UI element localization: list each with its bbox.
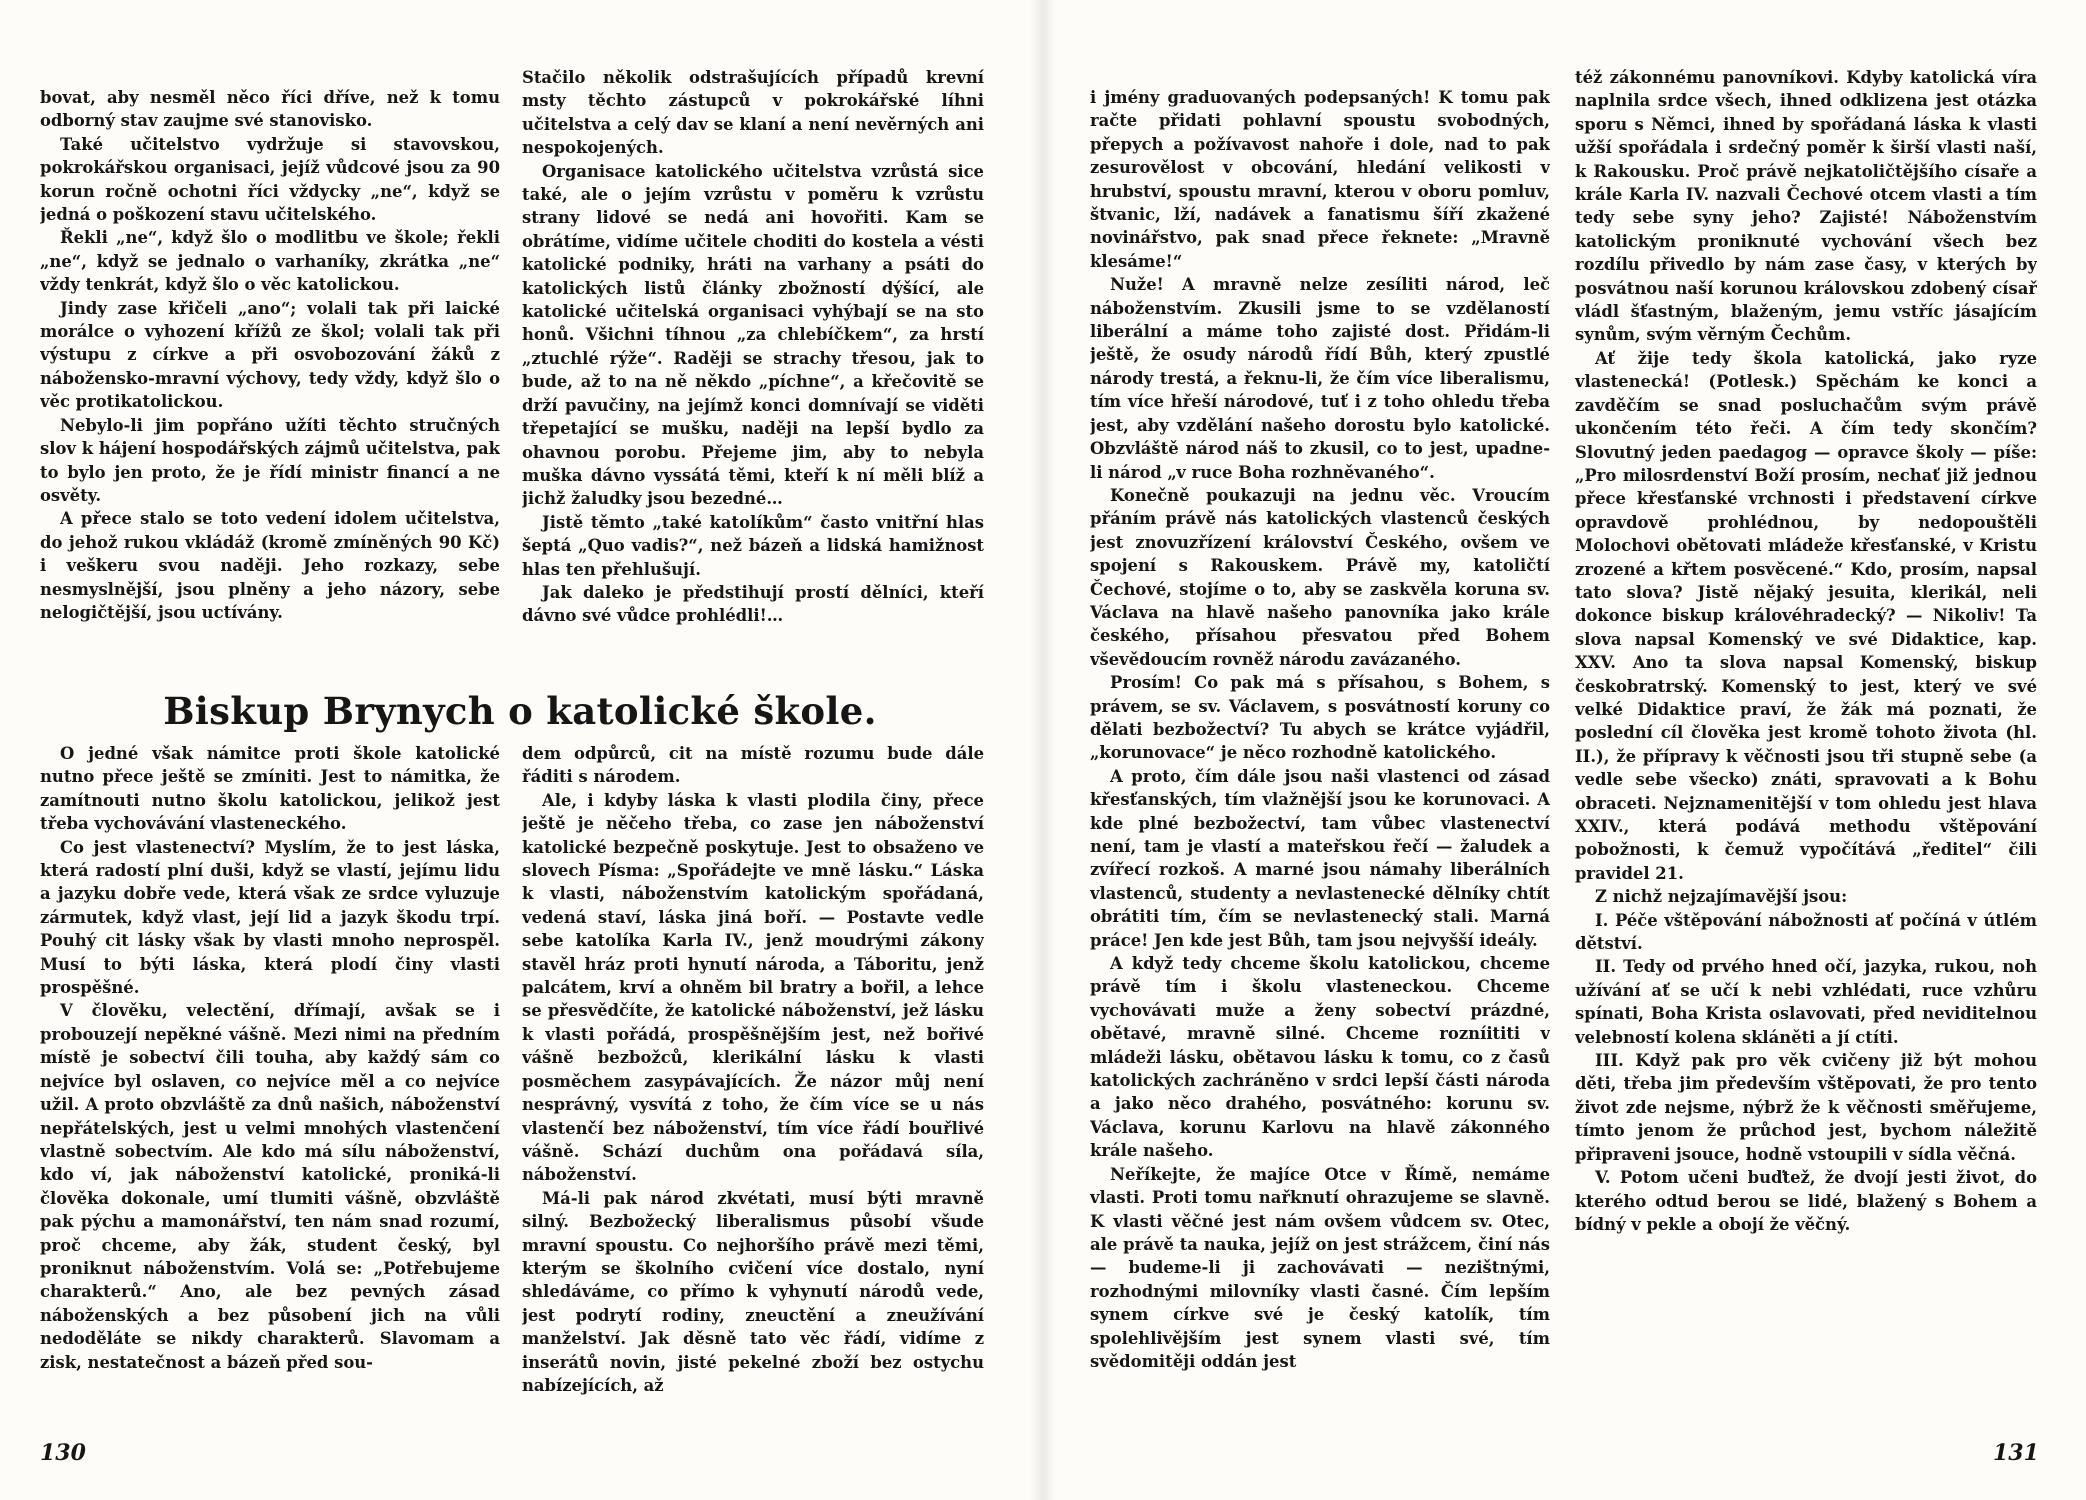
paragraph: Nuže! A mravně nelze zesíliti národ, leč náboženstvím. Zkusili jsme to se vzdělaností liberální a máme toho zajisté dost. Přidám-li ještě, že osudy národů řídí Bůh, který zpustlé národy trestá, a řeknu-li, že čím více liberalismu, tím více hřeší národové, tuť i z toho ohledu třeba jest, aby vzdělání našeho dorostu bylo katolické. Obzvláště národ náš to zkusil, co to jest, upadne-li národ „v ruce Boha rozhněvaného“.	[1090, 275, 1550, 482]
paragraph: Jindy zase křičeli „ano“; volali tak při laické morálce o vyhození křížů ze škol; volali tak při výstupu z církve a při osvobozování žáků z nábožensko-mravní výchovy, tedy vždy, když šlo o věc protikatolickou.	[40, 298, 500, 412]
paragraph: Ale, i kdyby láska k vlasti plodila činy, přece ještě je něčeho třeba, co zase jen náboženství katolické bezpečně poskytuje. Jest to obsaženo ve slovech Písma: „Spořádejte ve mně lásku.“ Láska k vlasti, náboženstvím katolickým spořádaná, vedená staví, láska jiná boří. — Postavte vedle sebe katolíka Karla IV., jenž moudrými zákony stavěl hráz proti hynutí národa, a Táboritu, jenž palcátem, krví a ohněm bil bratry a bořil, a lehce se přesvědčíte, že katolické náboženství, jež lásku k vlasti pořádá, prospěšnějším jest, než bořivé vášně bezbožců, klerikální lásku k vlasti posměchem zasypávajících. Že názor můj není nesprávný, vysvítá z toho, že čím více se u nás vlastenčí bez náboženství, tím více řádí bouřlivé vášně. Schází duchům ona pořádavá síla, náboženství.	[522, 790, 984, 1185]
paragraph: V. Potom učeni buďtež, že dvojí jesti život, do kterého odtud berou se lidé, blažený s Bohem a bídný v pekle a obojí že věčný.	[1575, 1168, 2037, 1234]
paragraph: Organisace katolického učitelstva vzrůstá sice také, ale o jejím vzrůstu v poměru k vzrůstu strany lidové se nedá ani hovořiti. Kam se obrátíme, vidíme učitele choditi do kostela a vésti katolické podniky, hráti na varhany a psáti do katolických listů články zbožností dýšící, ale katolické učitelská organisaci vyhýbají se na sto honů. Všichni tíhnou „za chlebíčkem“, za hrstí „ztuchlé rýže“. Raději se strachy třesou, jak to bude, až to na ně někdo „píchne“, a křečovitě se drží pavučiny, na jejímž konci domnívají se viděti třepetající se mušku, naději na lepší bydlo za ohavnou porobu. Přejeme jim, aby to nebyla muška dávno vyssátá těmi, kteří k ní měli blíž a jichž žaludky jsou bezedné…	[522, 161, 984, 509]
paragraph: A když tedy chceme školu katolickou, chceme právě tím i školu vlasteneckou. Chceme vychovávati muže a ženy sobectví prázdné, obětavé, mravně silné. Chceme rozníititi v mládeži lásku, obětavou lásku k tomu, co z časů katolických zachráněno v srdci lepší části národa a jako něco drahého, posvátného: korunu sv. Václava, korunu Karlovu na hlavě zákonného krále našeho.	[1090, 954, 1550, 1161]
paragraph: I. Péče vštěpování nábožnosti ať počíná v útlém dětství.	[1575, 910, 2037, 954]
paragraph: též zákonnému panovníkovi. Kdyby katolická víra naplnila srdce všech, ihned odklizena jest otázka sporu s Němci, ihned by spořádaná láska k vlasti užší spořádala i srdečný poměr k širší vlasti naší, k Rakousku. Proč právě nejkatoličtějšího císaře a krále Karla IV. nazvali Čechové otcem vlasti a tím tedy sebe syny jeho? Zajisté! Náboženstvím katolickým proniknuté vychování všech bez rozdílu přivedlo by nám zase časy, v kterých by posvátnou naší korunou královskou zdobený císař vládl šťastným, blaženým, jemu vstříc jásajícím synům, svým věrným Čechům.	[1575, 68, 2037, 345]
paragraph: dem odpůrců, cit na místě rozumu bude dále řáditi s národem.	[522, 744, 984, 787]
paragraph: Neříkejte, že majíce Otce v Římě, nemáme vlasti. Proti tomu nařknutí ohrazujeme se slavně. K vlasti věčné jest nám ovšem vůdcem sv. Otec, ale právě ta nauka, jejíž on jest strážcem, činí nás — budeme-li ji zachovávati — nezištnými, rozhodnými milovníky vlasti časné. Čím lepším synem církve své je český katolík, tím spolehlivějším jest synem vlasti své, tím svědomitěji oddán jest	[1090, 1164, 1550, 1371]
left-column-3	[40, 742, 500, 1424]
paragraph: Konečně poukazuji na jednu věc. Vroucím přáním právě nás katolických vlastenců českých jest znovuzřízení království Českého, ovšem ve spojení s Rakouskem. Právě my, katoličtí Čechové, stojíme o to, aby se zaskvěla koruna sv. Václava na hlavě našeho panovníka jako krále českého, přísahou přesvatou před Bohem vševědoucím rovněž národu zavázaného.	[1090, 485, 1550, 669]
paragraph: Také učitelstvo vydržuje si stavovskou, pokrokářskou organisaci, jejíž vůdcové jsou za 90 korun ročně ochotni říci vždycky „ne“, když se jedná o poškození stavu učitelského.	[40, 134, 500, 225]
left-column-1	[40, 86, 500, 666]
left-column-4	[522, 742, 984, 1424]
paragraph: A proto, čím dále jsou naši vlastenci od zásad křesťanských, tím vlažnější jsou ke korunovaci. A kde plné bezbožectví, tam vůbec vlastenectví není, tam je vlastí a mateřskou řečí — žaludek a zvířecí rozkoš. A marné jsou námahy liberálních vlastenců, studenty a nevlastenecké dělníky chtít obrátiti tím, čím se nevlastenecký stali. Marná práce! Jen kde jest Bůh, tam jsou nejvyšší ideály.	[1090, 766, 1550, 950]
paragraph: O jedné však námitce proti škole katolické nutno přece ještě se zmíniti. Jest to námitka, že zamítnouti nutno školu katolickou, jelikož jest třeba vychovávání vlasteneckého.	[40, 744, 500, 834]
paragraph: Řekli „ne“, když šlo o modlitbu ve škole; řekli „ne“, když se jednalo o varhaníky, zkrátka „ne“ vždy tenkrát, když šlo o věc katolickou.	[40, 228, 500, 295]
article-title: Biskup Brynych o katolické škole.	[163, 689, 877, 733]
paragraph: i jmény graduovaných podepsaných! K tomu pak račte přidati pohlavní spoustu svobodných, přepych a požívavost nahoře i dole, nad to pak zesurovělost v obcování, hledání velikosti v hrubství, spoustu mravní, kterou v oboru pomluv, štvanic, lží, nadávek a fanatismu šíří zkažené novinářstvo, pak snad přece řeknete: „Mravně klesáme!“	[1090, 88, 1550, 271]
right-column-1	[1090, 86, 1550, 1421]
paragraph: Jistě těmto „také katolíkům“ často vnitřní hlas šeptá „Quo vadis?“, než bázeň a lidská hamižnost hlas ten přehlušují.	[522, 512, 984, 579]
paragraph: bovat, aby nesměl něco říci dříve, než k tomu odborný stav zaujme své stanovisko.	[40, 88, 500, 131]
right-column-2	[1575, 66, 2037, 1421]
paragraph: Jak daleko je předstihují prostí dělníci, kteří dávno své vůdce prohlédli!…	[522, 582, 984, 626]
paragraph: II. Tedy od prvého hned očí, jazyka, rukou, noh užívání ať se učí k nebi vzhlédati, ruce vzhůru spínati, Boha Krista oslavovati, před neviditelnou velebností kolena skláněti a jí ctíti.	[1575, 957, 2037, 1047]
right-page	[1043, 0, 2086, 1500]
page-number: 130	[40, 1440, 86, 1466]
paragraph: Prosím! Co pak má s přísahou, s Bohem, s právem, se sv. Václavem, s posvátností koruny co dělati bezbožectví? Tu abych se krátce vyjádřil, „korunovace“ je něco rozhodně katolického.	[1090, 673, 1550, 763]
paragraph: Co jest vlastenectví? Myslím, že to jest láska, která radostí plní duši, když se vlastí, jejímu lidu a jazyku dobře vede, která však ze srdce vyluzuje zármutek, když vlast, její lid a jazyk škodu trpí. Pouhý cit lásky však by vlasti mnoho neprospěl. Musí to býti láska, která plodí činy vlasti prospěšné.	[40, 837, 500, 998]
paragraph: V člověku, velectění, dřímají, avšak se i probouzejí nepěkné vášně. Mezi nimi na předním místě je sobectví čili touha, aby každý sám co nejvíce byl oslaven, co nejvíce měl a co nejvíce užil. A proto obzvláště za dnů našich, náboženství nepřátelských, jest u velmi mnohých vlastenčení vlastně sobectvím. Ale kdo má sílu náboženství, kdo ví, jak náboženství katolické, proniká-li člověka dokonale, umí tlumiti vášně, obzvláště pak pýchu a mamonářství, ten nám snad rozumí, proč chceme, aby žák, student český, byl proniknut náboženstvím. Volá se: „Potřebujeme charakterů.“ Ano, ale bez pevných zásad náboženských a bez působení jich na vůli nedoděláte se nikdy charakterů. Slavomam a zisk, nestatečnost a bázeň před sou-	[40, 1001, 500, 1372]
paragraph: III. Když pak pro věk cvičeny již být mohou děti, třeba jim především vštěpovati, že pro tento život zde nejsme, nýbrž že k věčnosti směřujeme, tímto jenom že průchod jest, bychom náležitě připraveni jsouce, hodně vstoupili v sídla věčná.	[1575, 1051, 2037, 1164]
paragraph: Má-li pak národ zkvétati, musí býti mravně silný. Bezbožecký liberalismus působí všude mravní spoustu. Co nejhoršího právě mezi těmi, kterým se školního cvičení více dostalo, nyní shledáváme, co přímo k vyhynutí národů vede, jest podrytí rodiny, zneuctění a zneužívání manželství. Jak děsně tato věc řádí, vidíme z inserátů novin, jisté pekelné zboží bez ostychu nabízejících, až	[522, 1188, 984, 1395]
paragraph: Ať žije tedy škola katolická, jako ryze vlastenecká! (Potlesk.) Spěchám ke konci a zavděčím se snad posluchačům svým právě ukončením této řeči. A čím tedy skončím? Slovutný jeden paedagog — opravce školy — píše: „Pro milosrdenství Boží prosím, nechať již jednou přece křesťanské vrchnosti i představení církve opravdově prohlédnou, by nedopouštěli Molochovi obětovati mládeže křesťanské, v Kristu zrozené a křtem posvěcené.“ Kdo, prosím, napsal tato slova? Jistě nějaký jesuita, klerikál, neli dokonce biskup královéhradecký? — Nikoliv! Ta slova napsal Komenský ve své Didaktice, kap. XXV. Ano ta slova napsal Komenský, biskup českobratrský. Komenský to jest, který ve své velké Didaktice praví, že žák má poznati, že poslední cíl člověka jest kromě tohoto života (hl. II.), že přípravy k věčnosti jsou tři stupně sebe (a vedle sebe všecko) znáti, spravovati a k Bohu obraceti. Nejznamenitější v tom ohledu jest hlava XXIV., která podává methodu vštěpování pobožnosti, k čemuž vypočítává „ředitel“ čili pravidel 21.	[1575, 348, 2037, 883]
paragraph: Z nichž nejzajímavější jsou:	[1595, 887, 1848, 907]
page-number: 131	[1993, 1440, 2039, 1466]
paragraph: A přece stalo se toto vedení idolem učitelstva, do jehož rukou vkládáž (kromě zmíněných 90 Kč) i veškeru svou naději. Jeho rozkazy, sebe nesmyslnější, jsou plněny a jeho názory, sebe nelogičtější, jsou uctívány.	[40, 509, 500, 622]
left-column-2	[522, 66, 984, 666]
paragraph: Stačilo několik odstrašujících případů krevní msty těchto zástupců v pokrokářské líhni učitelstva a celý dav se klaní a není nevěrných ani nespokojených.	[522, 68, 984, 158]
paragraph: Nebylo-li jim popřáno užíti těchto stručných slov k hájení hospodářských zájmů učitelstva, pak to bylo jen proto, že je řídí ministr financí a ne osvěty.	[40, 415, 500, 505]
